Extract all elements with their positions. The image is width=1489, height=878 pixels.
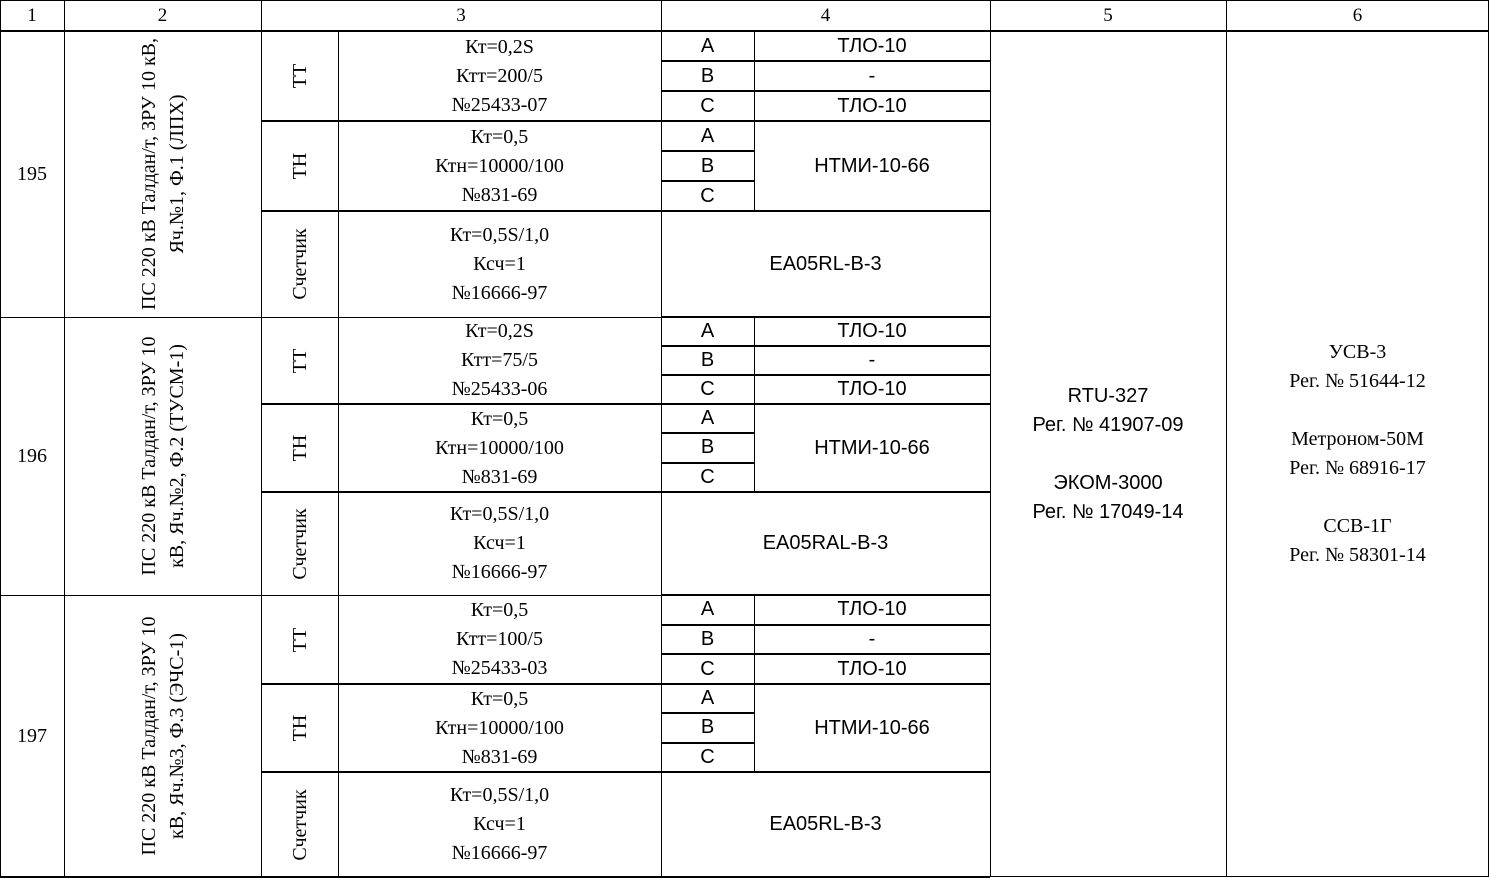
col5-line: RTU-327: [1067, 384, 1149, 407]
tn-label: ТН: [288, 714, 311, 742]
tn-param: Кт=0,5: [470, 687, 529, 710]
meter-type: [661, 492, 990, 595]
grid-line: [661, 462, 754, 464]
connection-name-label: ПС 220 кВ Талдан/т, ЗРУ 10 кВ, Яч.№2, Ф.2 (ТУСМ-1): [137, 336, 188, 576]
tt-param: №25433-07: [451, 93, 548, 116]
tn-phase: [661, 743, 754, 772]
tn-param: №831-69: [461, 465, 538, 488]
col5-line: ЭКОМ-3000: [1053, 471, 1163, 494]
tt-phase-label: А: [700, 34, 715, 57]
tt-phase: [661, 91, 754, 121]
tn-type-label: НТМИ-10-66: [814, 436, 930, 459]
grid-line: [661, 180, 754, 182]
tt-label-cell: [261, 595, 338, 684]
tt-phase-label: С: [700, 657, 715, 680]
grid-line: [661, 345, 990, 347]
tn-phase-label: А: [700, 124, 715, 147]
tn-phase-label: С: [700, 465, 715, 488]
header-cell: [1226, 0, 1489, 31]
tt-phase: [661, 317, 754, 346]
tt-phase-label: С: [700, 94, 715, 117]
meter-param: №16666-97: [451, 281, 548, 304]
tn-label-cell: [261, 404, 338, 492]
tn-phase: [661, 713, 754, 742]
tn-param: Ктн=10000/100: [435, 154, 564, 177]
grid-line: [661, 374, 990, 376]
tn-phase-label: В: [700, 154, 715, 177]
header-label: 1: [27, 4, 37, 26]
col6-line: Рег. № 68916-17: [1289, 457, 1426, 479]
tt-phase-label: С: [700, 378, 715, 400]
meter-params: [338, 492, 661, 595]
tt-phase-label: В: [700, 64, 715, 87]
col6-devices: [1226, 31, 1489, 877]
tt-phase: [661, 595, 754, 625]
tt-phase: [661, 625, 754, 655]
grid-line: [0, 0, 1, 877]
meter-type-label: EA05RL-B-3: [769, 813, 882, 835]
tn-type-label: НТМИ-10-66: [814, 716, 930, 739]
tn-phase-label: А: [700, 687, 715, 710]
tn-phase: [661, 181, 754, 211]
tt-type-label: ТЛО-10: [837, 320, 907, 342]
col6-line: Рег. № 58301-14: [1289, 544, 1426, 566]
tt-type-label: ТЛО-10: [837, 34, 907, 57]
tt-phase: [661, 31, 754, 61]
grid-line: [261, 771, 990, 773]
tn-param: №831-69: [461, 183, 538, 206]
header-label: 3: [456, 4, 466, 26]
tt-params: [338, 595, 661, 684]
meter-type-label: EA05RL-B-3: [769, 252, 882, 275]
tt-label-cell: [261, 31, 338, 121]
tt-type-label: ТЛО-10: [837, 378, 907, 400]
header-cell: [990, 0, 1226, 31]
tn-param: Кт=0,5: [470, 125, 529, 148]
col5-line: [1032, 440, 1183, 469]
col5-line: Рег. № 17049-14: [1032, 500, 1184, 523]
tn-type-label: НТМИ-10-66: [814, 154, 930, 177]
tt-type-label: -: [868, 627, 876, 650]
col6-line: [1289, 483, 1425, 512]
row-number-label: 197: [17, 724, 47, 747]
tt-param: Ктт=100/5: [456, 628, 543, 650]
tn-param: Ктн=10000/100: [435, 716, 564, 739]
meter-label-cell: [261, 492, 338, 595]
grid-line: [1226, 0, 1227, 877]
grid-line: [661, 653, 990, 655]
meter-label: Счетчик: [288, 228, 311, 300]
tn-params: [338, 404, 661, 492]
meter-type: [661, 772, 990, 877]
tn-phase-label: В: [700, 716, 715, 739]
tt-type: [754, 91, 990, 121]
tn-phase-label: В: [700, 436, 715, 459]
tt-param: Ктт=75/5: [461, 349, 538, 371]
meter-param: Ксч=1: [473, 813, 526, 835]
tt-phase-label: А: [700, 598, 715, 621]
tn-param: Кт=0,5: [470, 407, 529, 430]
meter-label: Счетчик: [288, 507, 311, 580]
col6-line: Метроном-50М: [1291, 428, 1424, 450]
tt-type-label: ТЛО-10: [837, 94, 907, 117]
tt-label: ТТ: [288, 627, 311, 652]
tn-phase: [661, 433, 754, 462]
connection-name: [64, 317, 261, 595]
grid-line: [661, 150, 754, 152]
tt-label: ТТ: [288, 348, 311, 373]
tn-params: [338, 684, 661, 772]
tn-param: №831-69: [461, 745, 538, 768]
meter-param: Ксч=1: [473, 252, 526, 275]
meter-param: Кт=0,5S/1,0: [449, 784, 550, 806]
row-number-label: 196: [17, 444, 47, 467]
tn-phase: [661, 684, 754, 713]
col6-line: ССВ-1Г: [1323, 515, 1392, 537]
grid-line: [990, 0, 991, 877]
grid-line: [661, 432, 754, 434]
tt-type: [754, 625, 990, 655]
tn-type: [754, 684, 990, 772]
connection-name-label: ПС 220 кВ Талдан/т, ЗРУ 10 кВ, Яч.№1, Ф.1 (ЛПХ): [137, 37, 188, 310]
tt-type: [754, 61, 990, 91]
col5-devices: [990, 31, 1226, 877]
tt-type: [754, 31, 990, 61]
meter-params: [338, 772, 661, 877]
meter-label: Счетчик: [288, 788, 311, 861]
tt-phase-label: В: [700, 349, 715, 371]
grid-line: [261, 120, 990, 122]
grid-line: [661, 60, 990, 62]
tt-type: [754, 317, 990, 346]
meter-param: Кт=0,5S/1,0: [449, 503, 550, 525]
col5-line: Рег. № 41907-09: [1032, 413, 1184, 436]
meter-type-label: EA05RAL-B-3: [762, 532, 889, 554]
meter-param: №16666-97: [451, 561, 548, 583]
meter-params: [338, 211, 661, 317]
tt-param: №25433-03: [451, 657, 548, 679]
grid-line: [0, 0, 1489, 1]
connection-name: [64, 595, 261, 877]
meter-param: Кт=0,5S/1,0: [449, 223, 550, 246]
tn-type: [754, 121, 990, 211]
tn-label-cell: [261, 684, 338, 772]
tt-param: №25433-06: [451, 378, 548, 400]
col6-line: УСВ-3: [1328, 341, 1387, 363]
tn-phase: [661, 404, 754, 433]
tt-param: Кт=0,2S: [465, 35, 534, 58]
grid-line: [661, 742, 754, 744]
header-label: 4: [820, 4, 831, 26]
header-label: 2: [157, 4, 168, 26]
header-cell: [0, 0, 64, 31]
tt-type: [754, 595, 990, 625]
row-number-label: 195: [17, 162, 47, 185]
tt-params: [338, 31, 661, 121]
col6-line: Рег. № 51644-12: [1289, 370, 1426, 392]
tn-phase: [661, 121, 754, 151]
grid-line: [0, 30, 1489, 32]
connection-name-label: ПС 220 кВ Талдан/т, ЗРУ 10 кВ, Яч.№3, Ф.3 (ЭЧС-1): [137, 616, 188, 856]
grid-line: [64, 0, 65, 877]
tn-phase-label: С: [700, 184, 715, 207]
tt-phase-label: А: [700, 320, 715, 342]
tt-phase: [661, 61, 754, 91]
tn-param: Ктн=10000/100: [435, 436, 564, 459]
tt-phase: [661, 346, 754, 375]
meter-param: №16666-97: [451, 842, 548, 864]
tt-param: Ктт=200/5: [456, 64, 543, 87]
tn-phase: [661, 151, 754, 181]
row-number: [0, 31, 64, 317]
tt-type-label: -: [868, 64, 876, 87]
grid-line: [661, 624, 990, 626]
tt-param: Кт=0,2S: [465, 320, 534, 342]
tn-label: ТН: [288, 152, 311, 180]
grid-line: [754, 595, 755, 772]
tt-type: [754, 654, 990, 684]
tn-phase-label: А: [700, 407, 715, 430]
meter-type: [661, 211, 990, 317]
tn-label: ТН: [288, 434, 311, 462]
grid-line: [754, 317, 755, 492]
grid-line: [261, 0, 262, 877]
tt-phase: [661, 375, 754, 404]
tn-phase: [661, 463, 754, 492]
header-cell: [261, 0, 661, 31]
tt-label: ТТ: [288, 63, 311, 89]
tn-type: [754, 404, 990, 492]
grid-line: [261, 403, 990, 405]
grid-line: [661, 90, 990, 92]
tt-label-cell: [261, 317, 338, 404]
tt-type-label: -: [868, 349, 876, 371]
grid-line: [261, 491, 990, 493]
tn-phase-label: С: [700, 745, 715, 768]
grid-line: [261, 683, 990, 685]
tt-type: [754, 346, 990, 375]
grid-line: [661, 31, 662, 877]
header-cell: [661, 0, 990, 31]
row-number: [0, 595, 64, 877]
tt-type-label: ТЛО-10: [837, 657, 907, 680]
grid-line: [338, 31, 339, 877]
meter-label-cell: [261, 211, 338, 317]
tt-param: Кт=0,5: [470, 599, 529, 621]
grid-line: [261, 210, 990, 212]
tn-label-cell: [261, 121, 338, 211]
tt-phase: [661, 654, 754, 684]
tn-params: [338, 121, 661, 211]
connection-name: [64, 31, 261, 317]
grid-line: [661, 712, 754, 714]
grid-line: [754, 31, 755, 211]
header-label: 6: [1352, 4, 1363, 26]
meter-label-cell: [261, 772, 338, 877]
header-label: 5: [1103, 4, 1113, 26]
tt-phase-label: В: [700, 627, 715, 650]
tt-type-label: ТЛО-10: [837, 598, 907, 621]
tt-params: [338, 317, 661, 404]
header-cell: [64, 0, 261, 31]
row-number: [0, 317, 64, 595]
col6-line: [1289, 396, 1425, 425]
tt-type: [754, 375, 990, 404]
meter-param: Ксч=1: [473, 532, 526, 554]
